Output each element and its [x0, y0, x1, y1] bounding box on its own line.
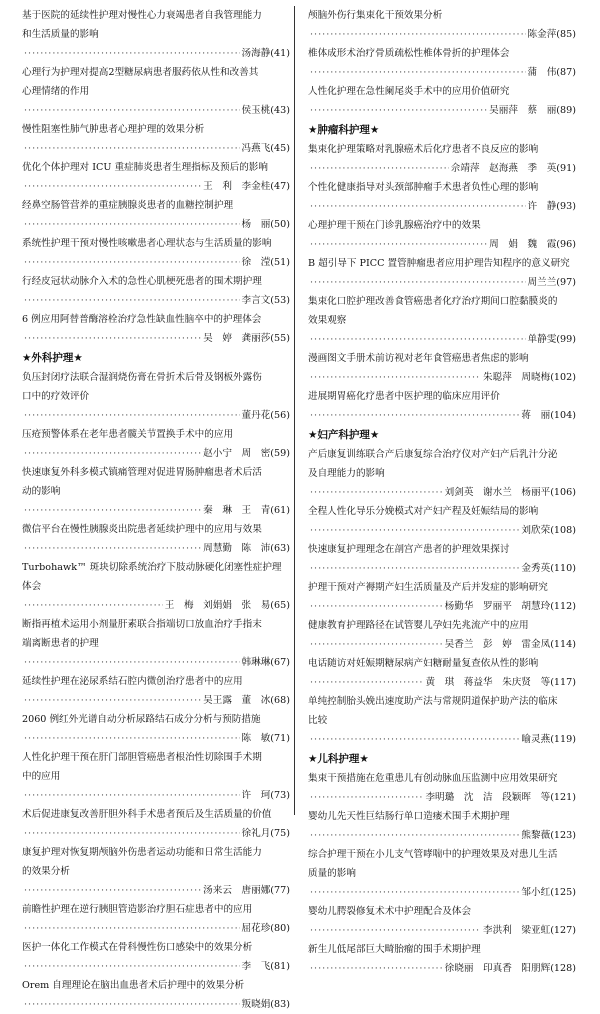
toc-entry[interactable] — [308, 387, 576, 425]
leader-dots — [310, 597, 443, 616]
entry-author: 蒋 丽 — [521, 410, 551, 421]
entry-author: 熊黎薇 — [521, 830, 551, 841]
entry-page-number: (123) — [550, 830, 576, 841]
entry-title-line: 康复护理对恢复期颅脑外伤患者运动功能和日常生活能力 — [22, 847, 262, 858]
entry-author-line — [308, 883, 576, 902]
leader-dots — [310, 559, 519, 578]
toc-entry[interactable] — [308, 140, 576, 178]
entry-author: 秦 琳 王 青 — [203, 505, 271, 516]
entry-title-line: 椎体成形术治疗骨质疏松性椎体骨折的护理体会 — [308, 48, 510, 59]
leader-dots — [310, 101, 487, 120]
entry-author: 屈花珍 — [241, 923, 271, 934]
entry-page-number: (47) — [270, 181, 290, 192]
entry-author: 李 飞 — [241, 961, 271, 972]
entry-author: 汤海静 — [241, 48, 271, 59]
entry-author-line — [22, 177, 290, 196]
entry-author-line — [22, 139, 290, 158]
entry-page-number: (55) — [270, 333, 290, 344]
toc-entry[interactable] — [22, 120, 290, 158]
leader-dots — [310, 330, 526, 349]
entry-title-line: 口中的疗效评价 — [22, 391, 90, 402]
entry-author-line — [22, 881, 290, 900]
entry-author: 冯燕飞 — [241, 143, 271, 154]
toc-entry[interactable] — [308, 902, 576, 940]
entry-author-line — [22, 291, 290, 310]
column-divider — [294, 6, 295, 815]
toc-entry[interactable] — [22, 938, 290, 976]
entry-title-line: 漫画图文手册术前访视对老年食管癌患者焦虑的影响 — [308, 353, 529, 364]
entry-title-line: 前瞻性护理在逆行胰胆管造影治疗胆石症患者中的应用 — [22, 904, 253, 915]
toc-entry[interactable] — [308, 616, 576, 654]
entry-author: 周兰兰 — [527, 277, 557, 288]
toc-entry[interactable] — [308, 82, 576, 120]
toc-entry[interactable] — [22, 6, 290, 63]
leader-dots — [24, 957, 240, 976]
entry-page-number: (99) — [556, 334, 576, 345]
toc-entry[interactable] — [22, 900, 290, 938]
entry-title-line: 婴幼儿腭裂修复术术中护理配合及体会 — [308, 906, 472, 917]
entry-title-line: 经鼻空肠管营养的重症胰腺炎患者的血糖控制护理 — [22, 200, 234, 211]
entry-page-number: (67) — [270, 657, 290, 668]
entry-page-number: (85) — [556, 29, 576, 40]
entry-page-number: (125) — [550, 887, 576, 898]
toc-entry[interactable] — [22, 158, 290, 196]
leader-dots — [24, 177, 201, 196]
leader-dots — [310, 521, 519, 540]
entry-author: 陈金萍 — [527, 29, 557, 40]
entry-title-line: 个性化健康指导对头颈部肿瘤手术患者负性心理的影响 — [308, 182, 539, 193]
leader-dots — [24, 995, 240, 1014]
entry-author: 吴香兰 彭 婷 雷金凤 — [444, 639, 551, 650]
entry-author-line — [22, 919, 290, 938]
section-heading: ★肿瘤科护理★ — [308, 124, 380, 136]
toc-entry[interactable] — [308, 349, 576, 387]
toc-entry[interactable] — [22, 368, 290, 425]
toc-entry[interactable] — [308, 578, 576, 616]
toc-entry[interactable] — [308, 845, 576, 902]
entry-page-number: (112) — [550, 601, 576, 612]
leader-dots — [310, 197, 526, 216]
entry-title-line: 延续性护理在泌尿系结石腔内微创治疗患者中的应用 — [22, 676, 243, 687]
entry-page-number: (119) — [550, 734, 576, 745]
entry-title-line: 心理情绪的作用 — [22, 86, 90, 97]
entry-page-number: (56) — [270, 410, 290, 421]
entry-title-line: 单纯控制胎头娩出速度助产法与常规阴道保护助产法的临床 — [308, 696, 558, 707]
entry-title-line: 护理干预对产褥期产妇生活质量及产后并发症的影响研究 — [308, 582, 548, 593]
entry-author: 李言文 — [241, 295, 271, 306]
entry-author-line — [22, 329, 290, 348]
entry-title-line: 优化个体护理对 ICU 重症肺炎患者生理指标及预后的影响 — [22, 162, 268, 173]
entry-title-line: 端离断患者的护理 — [22, 638, 99, 649]
toc-entry[interactable] — [22, 234, 290, 272]
entry-page-number: (41) — [270, 48, 290, 59]
section-heading: ★外科护理★ — [22, 352, 83, 364]
entry-author: 叛晓娟 — [241, 999, 271, 1010]
entry-page-number: (53) — [270, 295, 290, 306]
entry-author: 单静雯 — [527, 334, 557, 345]
entry-author: 吴王露 董 冰 — [203, 695, 271, 706]
toc-entry[interactable] — [308, 692, 576, 749]
entry-author: 喻灵燕 — [521, 734, 551, 745]
entry-title-line: 中的应用 — [22, 771, 61, 782]
entry-author-line — [308, 788, 576, 807]
left-column — [22, 6, 290, 1014]
entry-author-line — [308, 921, 576, 940]
entry-author: 杨勤华 罗丽平 胡慧玲 — [444, 601, 551, 612]
entry-title-line: 进展期胃癌化疗患者中医护理的临床应用评价 — [308, 391, 500, 402]
entry-author-line — [308, 330, 576, 349]
entry-title-line: 体会 — [22, 581, 42, 592]
entry-page-number: (121) — [550, 792, 576, 803]
entry-page-number: (71) — [270, 733, 290, 744]
entry-title-line: 术后促进康复改善肝胆外科手术患者预后及生活质量的价值 — [22, 809, 272, 820]
entry-author-line — [308, 959, 576, 978]
entry-author-line — [22, 215, 290, 234]
entry-author: 黄 琪 蒋益华 朱庆贤 等 — [425, 677, 551, 688]
entry-title-line: 颅脑外伤行集束化干预效果分析 — [308, 10, 443, 21]
entry-page-number: (110) — [550, 563, 576, 574]
entry-page-number: (80) — [270, 923, 290, 934]
leader-dots — [310, 883, 519, 902]
entry-page-number: (128) — [550, 963, 576, 974]
entry-title-line: 新生儿低尾部巨大畸胎瘤的围手术期护理 — [308, 944, 481, 955]
entry-author: 韩琳琳 — [241, 657, 271, 668]
entry-author-line — [22, 995, 290, 1014]
entry-author: 杨 丽 — [241, 219, 271, 230]
entry-author-line — [22, 691, 290, 710]
leader-dots — [310, 406, 519, 425]
entry-title-line: 心理行为护理对提高2型糖尿病患者服药依从性和改善其 — [22, 67, 259, 78]
toc-entry[interactable] — [308, 178, 576, 216]
entry-title-line: 负压封闭疗法联合湿润烧伤膏在骨折术后骨及钢板外露伤 — [22, 372, 262, 383]
entry-author-line — [22, 957, 290, 976]
entry-author: 董丹花 — [241, 410, 271, 421]
entry-page-number: (83) — [270, 999, 290, 1010]
entry-title-line: 断指再植术运用小剂量肝素联合指端切口放血治疗手指末 — [22, 619, 262, 630]
toc-entry[interactable] — [22, 672, 290, 710]
toc-entry[interactable] — [22, 520, 290, 558]
entry-author: 吴 婷 龚丽莎 — [203, 333, 271, 344]
entry-title-line: 压疮预警体系在老年患者髋关节置换手术中的应用 — [22, 429, 234, 440]
leader-dots — [24, 596, 163, 615]
leader-dots — [24, 253, 240, 272]
entry-title-line: 婴幼儿先天性巨结肠行单口造瘘术围手术期护理 — [308, 811, 510, 822]
entry-title-line: 医护一体化工作模式在骨科慢性伤口感染中的效果分析 — [22, 942, 253, 953]
entry-title-line: 集束化口腔护理改善食管癌患者化疗治疗期间口腔黏膜炎的 — [308, 296, 558, 307]
entry-author: 许 珂 — [241, 790, 271, 801]
section-heading: ★妇产科护理★ — [308, 429, 380, 441]
entry-author: 邹小红 — [521, 887, 551, 898]
entry-title-line: 电话随访对妊娠期糖尿病产妇糖耐量复查依从性的影响 — [308, 658, 539, 669]
section-heading: ★儿科护理★ — [308, 753, 369, 765]
entry-author-line — [308, 559, 576, 578]
leader-dots — [24, 919, 240, 938]
entry-author-line — [22, 406, 290, 425]
entry-title-line: 动的影响 — [22, 486, 61, 497]
leader-dots — [310, 368, 481, 387]
entry-page-number: (61) — [270, 505, 290, 516]
toc-entry[interactable] — [22, 196, 290, 234]
entry-author: 刘欣荣 — [521, 525, 551, 536]
entry-author: 侯玉桃 — [241, 105, 271, 116]
toc-entry[interactable] — [308, 292, 576, 349]
toc-entry[interactable] — [308, 254, 576, 292]
entry-author-line — [22, 596, 290, 615]
entry-author-line — [308, 826, 576, 845]
entry-author: 佘靖萍 赵海燕 季 英 — [450, 163, 557, 174]
leader-dots — [310, 730, 519, 749]
leader-dots — [24, 729, 240, 748]
entry-page-number: (114) — [550, 639, 576, 650]
toc-entry[interactable] — [22, 558, 290, 615]
leader-dots — [310, 788, 423, 807]
entry-author-line — [308, 273, 576, 292]
entry-author-line — [308, 197, 576, 216]
leader-dots — [310, 673, 423, 692]
toc-entry[interactable] — [308, 6, 576, 44]
entry-author: 李洪利 梁亚虹 — [483, 925, 551, 936]
entry-page-number: (89) — [556, 105, 576, 116]
toc-entry[interactable] — [22, 976, 290, 1014]
entry-author: 许 静 — [527, 201, 557, 212]
entry-title-line: 2060 例红外光谱自动分析尿路结石成分分析与预防措施 — [22, 714, 261, 725]
toc-entry[interactable] — [22, 615, 290, 672]
toc-entry[interactable] — [22, 710, 290, 748]
entry-title-line: 行经皮冠状动脉介入术的急性心肌梗死患者的围术期护理 — [22, 276, 262, 287]
toc-entry[interactable] — [308, 654, 576, 692]
entry-author-line — [22, 786, 290, 805]
leader-dots — [24, 786, 240, 805]
entry-author: 蒲 伟 — [527, 67, 557, 78]
entry-author-line — [308, 521, 576, 540]
toc-entry[interactable] — [308, 540, 576, 578]
toc-entry[interactable] — [308, 44, 576, 82]
entry-author: 周 娟 魏 霞 — [489, 239, 557, 250]
leader-dots — [310, 273, 526, 292]
entry-page-number: (65) — [270, 600, 290, 611]
entry-title-line: 和生活质量的影响 — [22, 29, 99, 40]
entry-title-line: 及自理能力的影响 — [308, 468, 385, 479]
entry-title-line: 人性化护理在急性阑尾炎手术中的应用价值研究 — [308, 86, 510, 97]
leader-dots — [310, 483, 443, 502]
entry-title-line: Orem 自理理论在脑出血患者术后护理中的效果分析 — [22, 980, 245, 991]
entry-title-line: 的效果分析 — [22, 866, 70, 877]
toc-entry[interactable] — [308, 216, 576, 254]
entry-author: 汤来云 唐丽娜 — [203, 885, 271, 896]
entry-author-line — [308, 730, 576, 749]
entry-page-number: (50) — [270, 219, 290, 230]
entry-title-line: 健康教育护理路径在试管婴儿孕妇先兆流产中的应用 — [308, 620, 529, 631]
entry-author: 徐 滢 — [241, 257, 271, 268]
entry-page-number: (45) — [270, 143, 290, 154]
leader-dots — [310, 25, 526, 44]
entry-page-number: (117) — [550, 677, 576, 688]
entry-title-line: 人性化护理干预在肝门部胆管癌患者根治性切除围手术期 — [22, 752, 262, 763]
entry-title-line: 快速康复外科多模式镇痛管理对促进胃肠肿瘤患者术后活 — [22, 467, 262, 478]
entry-author: 王 利 李金桂 — [203, 181, 271, 192]
entry-author: 王 梅 刘娟娟 张 易 — [164, 600, 271, 611]
leader-dots — [24, 406, 240, 425]
entry-page-number: (96) — [556, 239, 576, 250]
entry-author: 刘剑英 谢水兰 杨丽平 — [444, 487, 551, 498]
entry-title-line: 6 例应用阿替普酶溶栓治疗急性缺血性脑卒中的护理体会 — [22, 314, 262, 325]
toc-entry[interactable] — [22, 272, 290, 310]
entry-author: 金秀英 — [521, 563, 551, 574]
entry-page-number: (106) — [550, 487, 576, 498]
entry-author-line — [308, 368, 576, 387]
entry-title-line: 心理护理干预在门诊乳腺癌治疗中的效果 — [308, 220, 481, 231]
toc-entry[interactable] — [308, 940, 576, 978]
entry-author-line — [22, 653, 290, 672]
leader-dots — [24, 501, 201, 520]
entry-title-line: 基于医院的延续性护理对慢性心力衰竭患者自我管理能力 — [22, 10, 262, 21]
entry-title-line: 快速康复护理理念在剖宫产患者的护理效果探讨 — [308, 544, 510, 555]
leader-dots — [24, 824, 240, 843]
entry-page-number: (87) — [556, 67, 576, 78]
entry-author-line — [22, 729, 290, 748]
toc-entry[interactable] — [22, 425, 290, 463]
entry-author: 吴丽萍 蔡 丽 — [489, 105, 557, 116]
entry-author: 周慧勤 陈 沛 — [203, 543, 271, 554]
entry-author-line — [22, 444, 290, 463]
entry-author-line — [308, 101, 576, 120]
toc-entry[interactable] — [22, 748, 290, 805]
entry-author-line — [308, 159, 576, 178]
entry-author: 徐晓丽 印真香 阳朋辉 — [444, 963, 551, 974]
leader-dots — [24, 691, 201, 710]
toc-entry[interactable] — [308, 769, 576, 807]
entry-page-number: (93) — [556, 201, 576, 212]
entry-page-number: (68) — [270, 695, 290, 706]
toc-entry[interactable] — [308, 502, 576, 540]
toc-entry[interactable] — [22, 63, 290, 120]
leader-dots — [310, 921, 481, 940]
entry-author: 李明璐 沈 洁 段颖晖 等 — [425, 792, 551, 803]
toc-entry[interactable] — [22, 843, 290, 900]
leader-dots — [24, 539, 201, 558]
right-column — [308, 6, 576, 978]
entry-page-number: (77) — [270, 885, 290, 896]
entry-title-line: 系统性护理干预对慢性咳嗽患者心理状态与生活质量的影响 — [22, 238, 272, 249]
entry-page-number: (108) — [550, 525, 576, 536]
toc-entry[interactable] — [308, 807, 576, 845]
entry-title-line: 集束化护理策略对乳腺癌术后化疗患者不良反应的影响 — [308, 144, 539, 155]
entry-author-line — [308, 235, 576, 254]
entry-page-number: (73) — [270, 790, 290, 801]
entry-page-number: (127) — [550, 925, 576, 936]
entry-author: 陈 敏 — [241, 733, 271, 744]
entry-author-line — [22, 824, 290, 843]
toc-entry[interactable] — [22, 310, 290, 348]
leader-dots — [24, 291, 240, 310]
entry-title-line: 产后康复训练联合产后康复综合治疗仪对产妇产后乳汁分泌 — [308, 449, 558, 460]
entry-author-line — [22, 253, 290, 272]
entry-author: 赵小宁 周 密 — [203, 448, 271, 459]
leader-dots — [310, 159, 449, 178]
entry-author-line — [22, 501, 290, 520]
entry-title-line: 质量的影响 — [308, 868, 356, 879]
toc-entry[interactable] — [22, 805, 290, 843]
toc-entry[interactable] — [22, 463, 290, 520]
leader-dots — [310, 959, 443, 978]
entry-author-line — [308, 635, 576, 654]
entry-author: 徐礼月 — [241, 828, 271, 839]
entry-title-line: 比较 — [308, 715, 328, 726]
entry-title-line: 集束干预措施在危重患儿有创动脉血压监测中应用效果研究 — [308, 773, 558, 784]
entry-page-number: (81) — [270, 961, 290, 972]
entry-author-line — [308, 63, 576, 82]
entry-author-line — [308, 483, 576, 502]
entry-author-line — [308, 597, 576, 616]
entry-author-line — [22, 539, 290, 558]
leader-dots — [24, 215, 240, 234]
leader-dots — [24, 653, 240, 672]
leader-dots — [24, 444, 201, 463]
leader-dots — [24, 139, 240, 158]
leader-dots — [310, 235, 487, 254]
entry-title-line: 综合护理干预在小儿支气管哮喘中的护理效果及对患儿生活 — [308, 849, 558, 860]
leader-dots — [24, 329, 201, 348]
entry-title-line: B 超引导下 PICC 置管肿瘤患者应用护理告知程序的意义研究 — [308, 258, 570, 269]
leader-dots — [24, 101, 240, 120]
leader-dots — [24, 44, 240, 63]
entry-page-number: (63) — [270, 543, 290, 554]
entry-author-line — [22, 44, 290, 63]
entry-author: 朱聪萍 周晓梅 — [483, 372, 551, 383]
entry-page-number: (43) — [270, 105, 290, 116]
entry-title-line: 全程人性化导乐分娩模式对产妇产程及妊娠结局的影响 — [308, 506, 539, 517]
leader-dots — [310, 635, 443, 654]
entry-page-number: (51) — [270, 257, 290, 268]
entry-page-number: (75) — [270, 828, 290, 839]
entry-author-line — [308, 25, 576, 44]
leader-dots — [310, 63, 526, 82]
entry-author-line — [22, 101, 290, 120]
entry-author-line — [308, 673, 576, 692]
leader-dots — [310, 826, 519, 845]
entry-page-number: (104) — [550, 410, 576, 421]
entry-page-number: (97) — [556, 277, 576, 288]
entry-title-line: Turbohawk™ 斑块切除系统治疗下肢动脉硬化闭塞性症护理 — [22, 562, 282, 573]
entry-page-number: (91) — [556, 163, 576, 174]
entry-title-line: 微信平台在慢性胰腺炎出院患者延续护理中的应用与效果 — [22, 524, 262, 535]
entry-page-number: (102) — [550, 372, 576, 383]
leader-dots — [24, 881, 201, 900]
entry-title-line: 慢性阻塞性肺气肿患者心理护理的效果分析 — [22, 124, 205, 135]
entry-author-line — [308, 406, 576, 425]
entry-title-line: 效果观察 — [308, 315, 347, 326]
toc-entry[interactable] — [308, 445, 576, 502]
entry-page-number: (59) — [270, 448, 290, 459]
